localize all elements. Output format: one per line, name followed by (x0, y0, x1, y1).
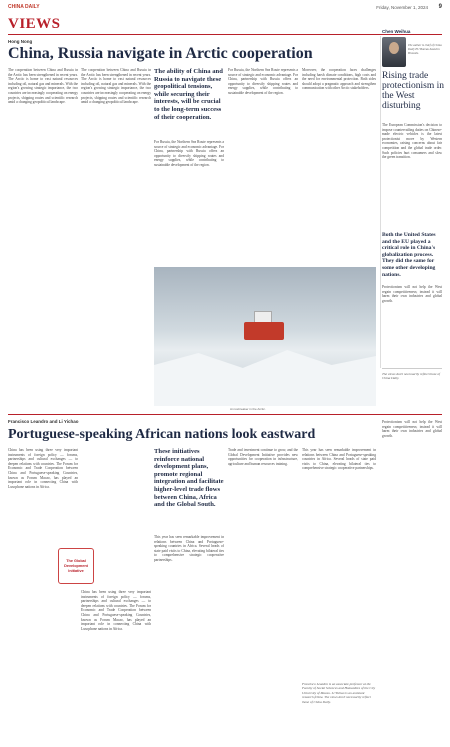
sidebar-continued-column: Protectionism will not help the West regain competitiveness; instead it will harm their own industries and global growth. (382, 420, 442, 438)
article1-column-2: The cooperation between China and Russia in the Arctic has been strengthened in recent years. The Arctic is home to vast natural resources including oil, natural gas and minerals. With the region's growing strategic importance, the two countries are increasingly cooperating on energy projects, shipping routes and scientific research amid a changing geopolitical landscape. (81, 68, 151, 105)
article2-column-1: China has been using three very important instruments of foreign policy — forums, partnerships and cultural exchanges — to deepen relations with countries. The Forum for Economic and Trade Cooperation between China and Portuguese-speaking Countries, known as Forum Macao, has played an important role in connecting China with Lusophone nations in Africa. (8, 448, 78, 489)
section-title: VIEWS (8, 16, 61, 32)
article2-headline: Portuguese-speaking African nations look eastward (8, 427, 316, 442)
china-daily-logo: CHINA DAILY (8, 4, 40, 10)
article-divider (8, 414, 442, 415)
article2-pull-quote: These initiatives reinforce national development plans, promote regional integration and facilitate higher-level trade flows between China, Africa and the Global South. (154, 448, 224, 509)
article1-byline: Hong Nong (8, 39, 33, 44)
sidebar-column-2: Protectionism will not help the West regain competitiveness; instead it will harm their own industries and global growth. (382, 285, 442, 303)
sidebar-author-name: Chen Weihua (382, 29, 411, 34)
author-avatar (382, 37, 406, 67)
logo-text: The Global Development Initiative (64, 559, 88, 573)
section-rule (8, 34, 442, 35)
sidebar-pull-quote: Both the United States and the EU played a critical role in China's globalization process. They did the same for some other developing nations. (382, 232, 436, 278)
article1-column-1: The cooperation between China and Russia in the Arctic has been strengthened in recent years. The Arctic is home to vast natural resources including oil, natural gas and minerals. With the region's growing strategic importance, the two countries are increasingly cooperating on energy projects, shipping routes and scientific research amid a changing geopolitical landscape. (8, 68, 78, 105)
article1-pull-quote: The ability of China and Russia to navigate these geopolitical tensions, while securing their interests, will be crucial to the long-term success of their cooperation. (154, 68, 223, 121)
arctic-icebreaker-photo (154, 267, 376, 406)
article2-column-2a: China has been using three very important instruments of foreign policy — forums, partnerships and cultural exchanges — to deepen relations with countries. The Forum for Economic and Trade Cooperation between China and Portuguese-speaking Countries, known as Forum Macao, has played an important role in connecting China with Lusophone nations in Africa. (81, 590, 151, 631)
article2-column-4: Trade and investment continue to grow, and the Global Development Initiative provides new opportunities for cooperation in infrastructure, agriculture and human resources training. (228, 448, 298, 466)
article2-author-note: Francisco Leandro is an associate professor at the Faculty of Social Sciences and Humanities of the City University of Macau. Li Yichao is an assistant research fellow. The views don't necessarily reflect those of China Daily. (302, 682, 376, 704)
article1-column-5: Moreover, the cooperation faces challenges including harsh climate conditions, high costs and the need for environmental protection. Both sides should adopt a pragmatic approach and strengthen communication with other Arctic stakeholders. (302, 68, 376, 91)
article1-column-4: For Russia, the Northern Sea Route represents a source of strategic and economic advantage. For China, partnership with Russia offers an opportunity to diversify shipping routes and energy supplies, while contributing to sustainable development of the region. (228, 68, 298, 95)
article2-byline: Francisco Leandro and Li Yichao (8, 419, 79, 424)
article2-column-5: This year has seen remarkable improvement in relations between China and Portuguese-speaking countries in Africa. Several heads of state paid visits to China, elevating bilateral ties to comprehensive strategic cooperative partnerships. (302, 448, 376, 471)
photo-caption: An icebreaker in the Arctic. (230, 407, 266, 411)
sidebar-disclaimer: The views don't necessarily reflect those of China Daily. (382, 372, 441, 381)
sidebar-column-1: The European Commission's decision to impose countervailing duties on Chinese-made electric vehicles is the latest protectionist move by Western economies, raising concerns about fair competition and the global trade order. Such policies hurt consumers and slow the green transition. (382, 123, 442, 160)
page-number: 9 (438, 4, 442, 10)
masthead-bar (8, 4, 442, 14)
sidebar-end-rule (382, 368, 442, 369)
sidebar-headline: Rising trade protectionism in the West disturbing (382, 71, 445, 111)
sidebar-author-note: The author is chief of China Daily EU Bureau based in Brussels. (408, 43, 442, 55)
dateline: Friday, November 1, 2024 (376, 5, 428, 10)
sidebar-divider (380, 36, 381, 368)
global-development-initiative-logo (58, 548, 94, 584)
article1-headline: China, Russia navigate in Arctic cooperation (8, 45, 313, 62)
article1-column-3: For Russia, the Northern Sea Route represents a source of strategic and economic advantage. For China, partnership with Russia offers an opportunity to diversify shipping routes and energy supplies, while contributing to sustainable development of the region. (154, 140, 224, 167)
article2-column-3: This year has seen remarkable improvement in relations between China and Portuguese-speaking countries in Africa. Several heads of state paid visits to China, elevating bilateral ties to comprehensive strategic cooperative partnerships. (154, 535, 224, 562)
